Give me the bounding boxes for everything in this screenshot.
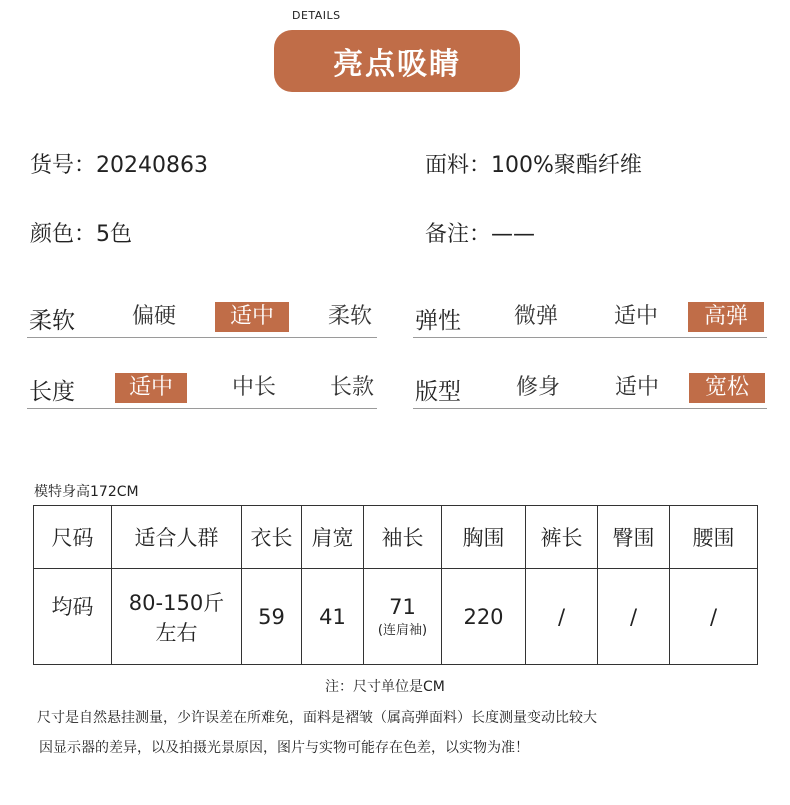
header-chest: 胸围 <box>442 506 526 569</box>
cell-pants: / <box>526 569 598 665</box>
model-height-note: 模特身高172CM <box>34 484 139 500</box>
softness-option-hard: 偏硬 <box>131 304 176 329</box>
header-length: 衣长 <box>242 506 302 569</box>
header-pants: 裤长 <box>526 506 598 569</box>
length-option-midlong: 中长 <box>231 375 276 400</box>
elasticity-option-high: 高弹 <box>688 302 764 332</box>
header-sleeve: 袖长 <box>364 506 442 569</box>
softness-option-medium: 适中 <box>215 302 289 332</box>
header-size: 尺码 <box>34 506 112 569</box>
cell-sleeve <box>364 569 442 665</box>
fit-group-line1: 80-150斤 <box>128 590 225 615</box>
cell-waist: / <box>670 569 758 665</box>
header-fit-group: 适合人群 <box>112 506 242 569</box>
elasticity-underline <box>413 337 767 338</box>
size-table <box>33 505 758 665</box>
header-hip: 臀围 <box>598 506 670 569</box>
fit-underline <box>413 408 767 409</box>
fabric-info: 面料：100%聚酯纤维 <box>425 153 642 178</box>
color-info: 颜色：5色 <box>30 222 132 247</box>
cell-size: 均码 <box>34 569 112 665</box>
length-option-long: 长款 <box>329 375 374 400</box>
cell-length: 59 <box>242 569 302 665</box>
cell-fit-group <box>112 569 242 665</box>
elasticity-option-slight: 微弹 <box>513 304 558 329</box>
fit-option-medium: 适中 <box>614 375 659 400</box>
length-underline <box>27 408 377 409</box>
fit-row <box>413 369 767 409</box>
sku-info: 货号：20240863 <box>30 153 208 178</box>
note-line-2: 因显示器的差异，以及拍摄光景原因，图片与实物可能存在色差，以实物为准！ <box>39 740 529 756</box>
header-waist: 腰围 <box>670 506 758 569</box>
elasticity-option-medium: 适中 <box>613 304 658 329</box>
softness-row <box>27 298 377 338</box>
note-line-1: 尺寸是自然悬挂测量，少许误差在所难免，面料是褶皱（属高弹面料）长度测量变动比较大 <box>37 710 597 726</box>
elasticity-label: 弹性 <box>415 308 461 334</box>
highlight-banner <box>274 30 520 92</box>
header-shoulder: 肩宽 <box>302 506 364 569</box>
fit-option-loose: 宽松 <box>689 373 765 403</box>
softness-option-soft: 柔软 <box>327 304 372 329</box>
fit-label: 版型 <box>415 379 461 405</box>
cell-hip: / <box>598 569 670 665</box>
length-label: 长度 <box>29 379 75 405</box>
unit-note: 注：尺寸单位是CM <box>325 679 445 695</box>
banner-title: 亮点吸睛 <box>333 47 461 82</box>
length-option-medium: 适中 <box>115 373 187 403</box>
cell-shoulder: 41 <box>302 569 364 665</box>
softness-underline <box>27 337 377 338</box>
sleeve-value: 71 <box>389 595 416 619</box>
cell-chest: 220 <box>442 569 526 665</box>
softness-label: 柔软 <box>29 308 75 334</box>
size-table-header <box>34 506 758 569</box>
table-row <box>34 569 758 665</box>
length-row <box>27 369 377 409</box>
details-eyebrow: DETAILS <box>292 9 341 22</box>
sleeve-note: (连肩袖) <box>377 623 428 638</box>
elasticity-row <box>413 298 767 338</box>
fit-group-line2: 左右 <box>155 620 198 645</box>
remark-info: 备注：—— <box>425 222 536 247</box>
fit-option-slim: 修身 <box>515 375 560 400</box>
